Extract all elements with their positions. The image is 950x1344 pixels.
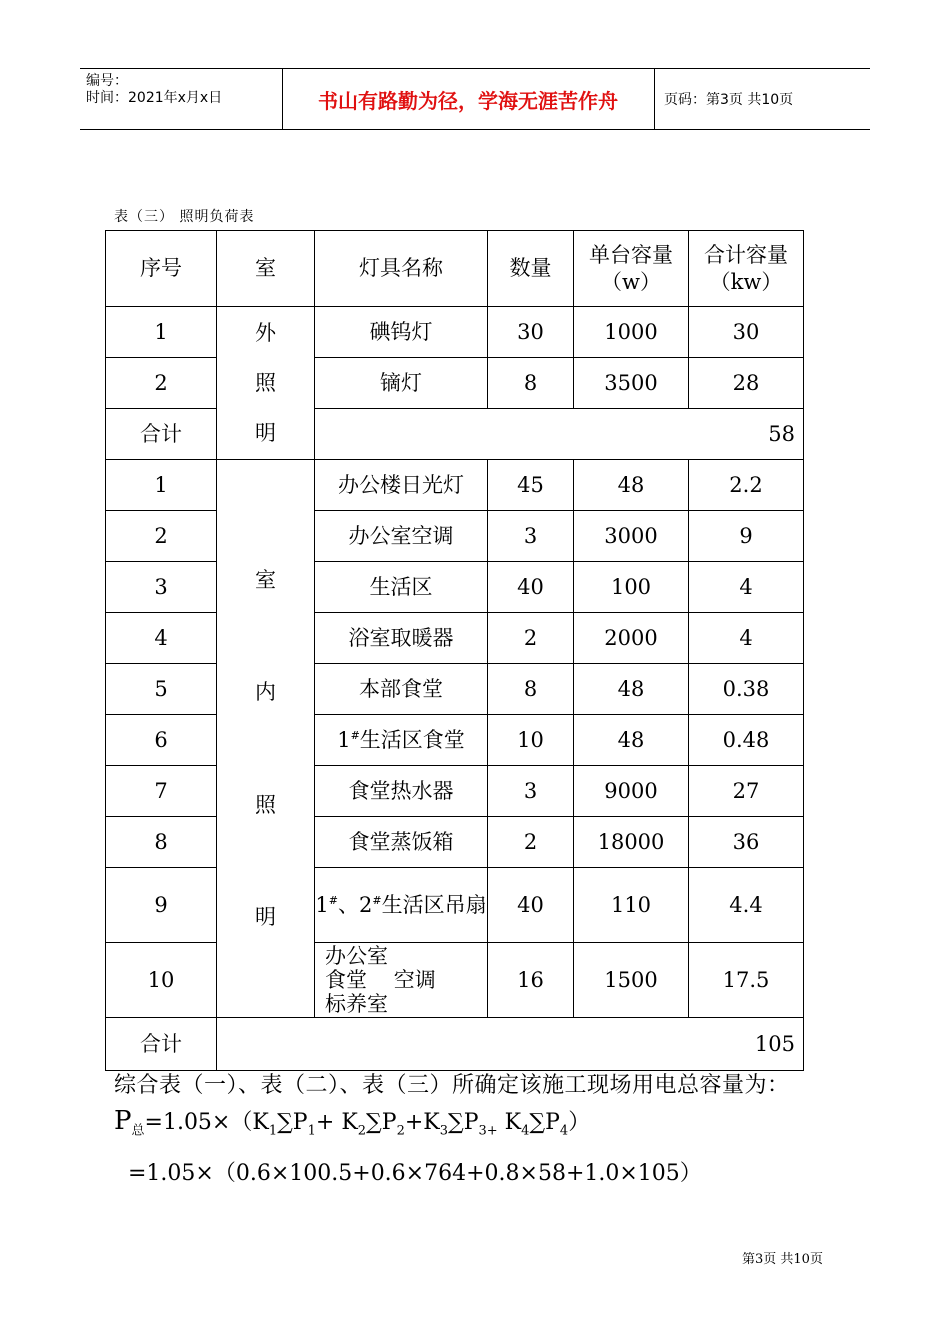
table-row: 2 镝灯 8 3500 28 — [106, 358, 804, 409]
indoor-subtotal: 105 — [217, 1018, 804, 1071]
header-unit-capacity: 单台容量 （w） — [574, 231, 689, 307]
header-index: 序号 — [106, 231, 217, 307]
header-time: 时间：2021年x月x日 — [86, 90, 223, 106]
outdoor-lighting-label: 外 照 明 — [217, 307, 315, 460]
table-row: 7 食堂热水器 3 9000 27 — [106, 766, 804, 817]
header-name: 灯具名称 — [315, 231, 488, 307]
indoor-lighting-label: 室 内 照 明 — [217, 460, 315, 1018]
table-row: 1 室 内 照 明 办公楼日光灯 45 48 2.2 — [106, 460, 804, 511]
row-name: 1#、2#生活区吊扇 — [315, 868, 488, 943]
table-row: 10 办公室 食堂 空调 标养室 16 1500 17.5 — [106, 943, 804, 1018]
indoor-subtotal-row: 合计 105 — [106, 1018, 804, 1071]
header-divider — [654, 69, 655, 129]
table-row: 9 1#、2#生活区吊扇 40 110 4.4 — [106, 868, 804, 943]
header-meta — [86, 73, 282, 107]
table-row: 2 办公室空调 3 3000 9 — [106, 511, 804, 562]
lighting-load-table — [105, 230, 804, 1071]
header-category: 室 — [217, 231, 315, 307]
table-header-row — [106, 231, 804, 307]
table-row: 4 浴室取暖器 2 2000 4 — [106, 613, 804, 664]
table-row: 1 外 照 明 碘钨灯 30 1000 30 — [106, 307, 804, 358]
table-row: 8 食堂蒸饭箱 2 18000 36 — [106, 817, 804, 868]
formula-total: $P_总=1.05\times(K_1\sum P_1+ K_2\sum P_2+K_3\sum P_{3+}$ $K_4\sum P_4$） — [114, 1106, 591, 1139]
table-caption: 表（三） 照明负荷表 — [114, 209, 255, 225]
header-page-info: 页码：第3页 共10页 — [664, 92, 794, 108]
formula-expansion: =1.05×（0.6×100.5+0.6×764+0.8×58+1.0×105） — [128, 1161, 702, 1186]
page-header — [80, 68, 870, 130]
table-row: 3 生活区 40 100 4 — [106, 562, 804, 613]
summary-text: 综合表（一）、表（二）、表（三）所确定该施工现场用电总容量为： — [114, 1073, 790, 1098]
header-number: 编号： — [86, 73, 128, 89]
outdoor-subtotal: 58 — [315, 409, 804, 460]
row-name: 1#生活区食堂 — [315, 715, 488, 766]
table-row: 5 本部食堂 8 48 0.38 — [106, 664, 804, 715]
header-qty: 数量 — [488, 231, 574, 307]
table-row: 6 1#生活区食堂 10 48 0.48 — [106, 715, 804, 766]
header-total-capacity: 合计容量 （kw） — [689, 231, 804, 307]
row-name: 办公室 食堂 空调 标养室 — [315, 943, 488, 1018]
header-motto: 书山有路勤为径，学海无涯苦作舟 — [318, 88, 618, 113]
outdoor-subtotal-row: 合计 58 — [106, 409, 804, 460]
page-footer: 第3页 共10页 — [742, 1252, 823, 1267]
